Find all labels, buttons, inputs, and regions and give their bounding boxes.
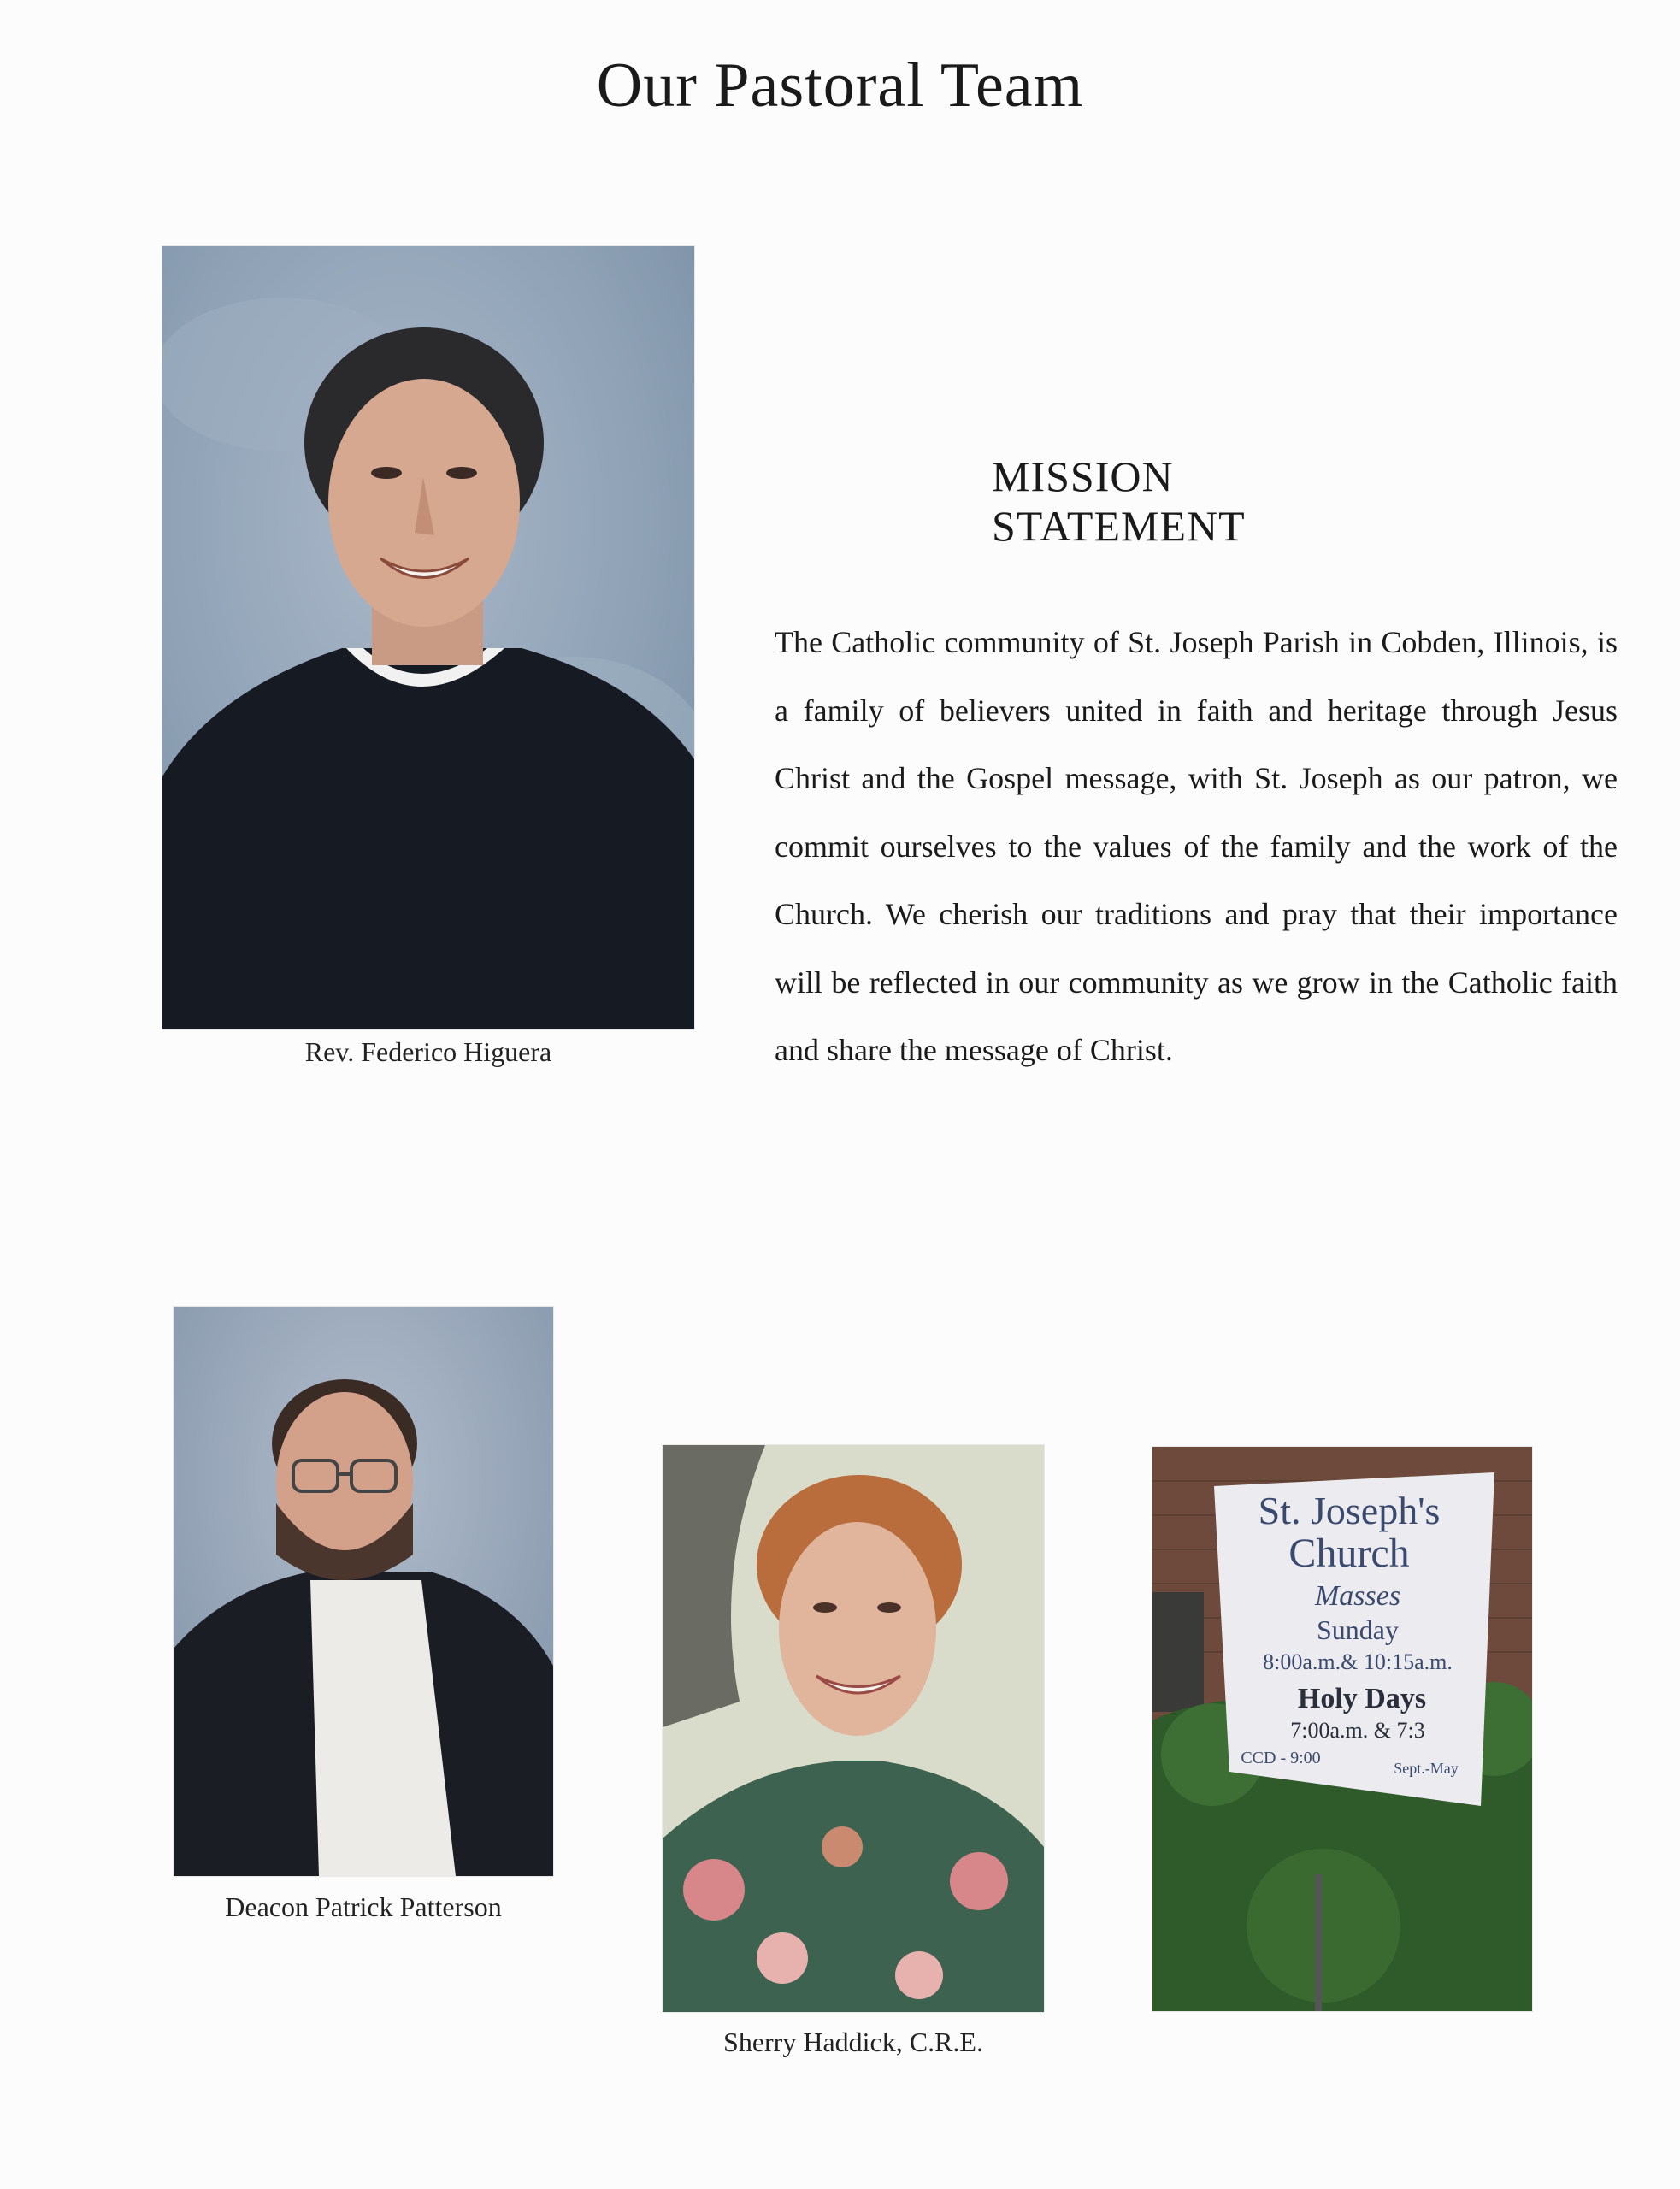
mission-body: The Catholic community of St. Joseph Parish in Cobden, Illinois, is a family of believers united in faith and heritage through Jesus Christ and the Gospel message, with St. Joseph as our patron, we commit ourselves to the values of the family and the work of the Church. We cherish our traditions and pray that their importance will be reflected in our community as we grow in the Catholic faith and share the message of Christ. <box>775 625 1618 1067</box>
caption-rev-federico-higuera: Rev. Federico Higuera <box>304 1036 552 1067</box>
portrait-image <box>663 1445 1044 2012</box>
photo-church-sign <box>1152 1447 1532 2011</box>
sign-line-9: Sept.-May <box>1394 1760 1459 1777</box>
sign-line-6: Holy Days <box>1297 1683 1427 1714</box>
church-sign-image <box>1152 1447 1532 2011</box>
portrait-image <box>162 246 694 1029</box>
sign-line-2: Church <box>1288 1531 1410 1576</box>
portrait-image <box>174 1307 553 1876</box>
portrait-deacon-patrick-patterson <box>174 1307 553 1876</box>
sign-line-1: St. Joseph's <box>1258 1489 1441 1532</box>
portrait-sherry-haddick <box>663 1445 1044 2012</box>
sign-line-5: 8:00a.m.& 10:15a.m. <box>1263 1649 1453 1674</box>
caption-sherry-haddick: Sherry Haddick, C.R.E. <box>723 2027 983 2057</box>
sign-line-3: Masses <box>1314 1580 1401 1612</box>
sign-line-7: 7:00a.m. & 7:3 <box>1290 1718 1425 1743</box>
caption-deacon-patrick-patterson: Deacon Patrick Patterson <box>225 1891 502 1922</box>
sign-line-8: CCD - 9:00 <box>1241 1749 1321 1767</box>
sign-line-4: Sunday <box>1317 1614 1399 1645</box>
page-title: Our Pastoral Team <box>596 50 1084 121</box>
mission-heading: MISSION STATEMENT <box>992 452 1246 550</box>
portrait-rev-federico-higuera <box>162 246 694 1029</box>
